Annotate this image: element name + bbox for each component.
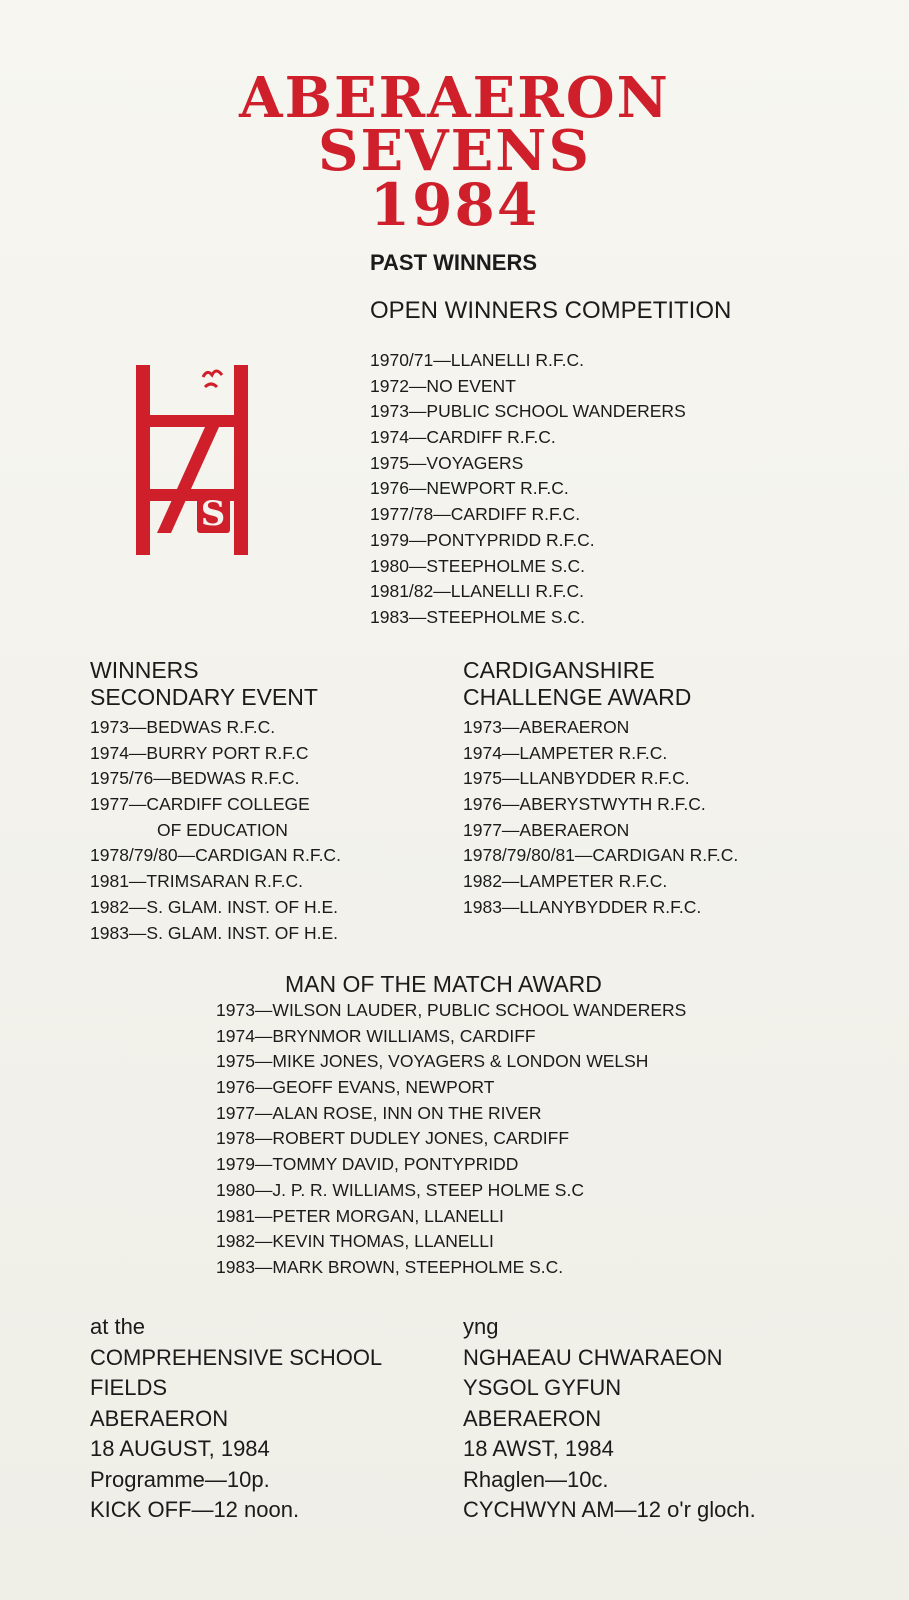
list-item: 1977/78—CARDIFF R.F.C. (370, 504, 581, 525)
secondary-event-list (90, 715, 341, 946)
open-winners-list (370, 348, 686, 631)
list-item: 1972—NO EVENT (370, 375, 516, 396)
secondary-heading-line-2: SECONDARY EVENT (90, 684, 318, 710)
event-date: 18 AWST, 1984 (463, 1436, 614, 1461)
event-details-english (90, 1312, 382, 1526)
list-item: 1976—ABERYSTWYTH R.F.C. (463, 794, 706, 815)
list-item: 1975/76—BEDWAS R.F.C. (90, 768, 300, 789)
list-item: 1981/82—LLANELLI R.F.C. (370, 581, 585, 602)
title-line-3: 1984 (369, 171, 540, 239)
secondary-heading-line-1: WINNERS (90, 657, 199, 683)
list-item: 1982—S. GLAM. INST. OF H.E. (90, 896, 338, 917)
list-item: 1983—STEEPHOLME S.C. (370, 606, 585, 627)
venue-line: NGHAEAU CHWARAEON (463, 1344, 723, 1370)
list-item: 1978/79/80/81—CARDIGAN R.F.C. (463, 845, 739, 866)
list-item: OF EDUCATION (157, 819, 288, 840)
kick-off-time: KICK OFF—12 noon. (90, 1497, 300, 1522)
list-item: 1982—KEVIN THOMAS, LLANELLI (216, 1231, 494, 1252)
list-item: 1981—TRIMSARAN R.F.C. (90, 871, 303, 892)
list-item: 1978/79/80—CARDIGAN R.F.C. (90, 845, 341, 866)
event-details-welsh (463, 1312, 756, 1526)
cardiganshire-heading-line-2: CHALLENGE AWARD (463, 684, 692, 710)
list-item: 1970/71—LLANELLI R.F.C. (370, 350, 585, 370)
list-item: 1983—S. GLAM. INST. OF H.E. (90, 922, 338, 943)
list-item: 1983—MARK BROWN, STEEPHOLME S.C. (216, 1256, 564, 1277)
list-item: 1977—ABERAERON (463, 819, 630, 840)
programme-price: Rhaglen—10c. (463, 1466, 609, 1492)
cardiganshire-heading-line-1: CARDIGANSHIRE (463, 657, 655, 683)
venue-line: YSGOL GYFUN (463, 1375, 622, 1400)
programme-price: Programme—10p. (90, 1466, 270, 1492)
list-item: 1980—STEEPHOLME S.C. (370, 555, 585, 576)
venue-town: ABERAERON (90, 1405, 229, 1431)
list-item: 1977—ALAN ROSE, INN ON THE RIVER (216, 1102, 542, 1123)
list-item: 1973—WILSON LAUDER, PUBLIC SCHOOL WANDERERS (216, 1000, 687, 1020)
list-item: 1976—NEWPORT R.F.C. (370, 478, 569, 499)
list-item: 1974—BURRY PORT R.F.C (90, 742, 309, 763)
title-line-2: SEVENS (318, 118, 591, 184)
kick-off-time: CYCHWYN AM—12 o'r gloch. (463, 1497, 756, 1522)
man-of-match-heading: MAN OF THE MATCH AWARD (285, 971, 602, 997)
venue-town: ABERAERON (463, 1405, 602, 1431)
list-item: 1973—PUBLIC SCHOOL WANDERERS (370, 401, 686, 422)
list-item: 1975—VOYAGERS (370, 452, 524, 473)
cardiganshire-award-heading (463, 657, 691, 711)
past-winners-heading: PAST WINNERS (370, 250, 538, 275)
list-item: 1975—LLANBYDDER R.F.C. (463, 768, 690, 789)
venue-line: COMPREHENSIVE SCHOOL (90, 1344, 383, 1370)
list-item: 1979—TOMMY DAVID, PONTYPRIDD (216, 1154, 519, 1175)
list-item: 1977—CARDIFF COLLEGE (90, 794, 310, 815)
venue-line: FIELDS (90, 1375, 168, 1400)
list-item: 1974—CARDIFF R.F.C. (370, 427, 556, 448)
title-line-1: ABERAERON (239, 65, 670, 131)
list-item: 1974—LAMPETER R.F.C. (463, 742, 668, 763)
venue-prefix: yng (463, 1314, 499, 1339)
list-item: 1978—ROBERT DUDLEY JONES, CARDIFF (216, 1128, 570, 1149)
list-item: 1982—LAMPETER R.F.C. (463, 871, 668, 892)
list-item: 1980—J. P. R. WILLIAMS, STEEP HOLME S.C (216, 1179, 584, 1200)
list-item: 1976—GEOFF EVANS, NEWPORT (216, 1077, 495, 1098)
sevens-logo-icon (133, 365, 253, 560)
venue-prefix: at the (90, 1314, 146, 1339)
open-competition-heading: OPEN WINNERS COMPETITION (370, 297, 732, 324)
list-item: 1973—BEDWAS R.F.C. (90, 717, 276, 737)
list-item: 1983—LLANYBYDDER R.F.C. (463, 896, 702, 917)
secondary-event-heading (90, 657, 318, 711)
man-of-match-list (216, 998, 686, 1281)
list-item: 1981—PETER MORGAN, LLANELLI (216, 1205, 504, 1226)
list-item: 1975—MIKE JONES, VOYAGERS & LONDON WELSH (216, 1051, 649, 1072)
cardiganshire-award-list (463, 715, 738, 921)
svg-text:S: S (200, 494, 226, 534)
list-item: 1973—ABERAERON (463, 717, 630, 737)
list-item: 1974—BRYNMOR WILLIAMS, CARDIFF (216, 1025, 536, 1046)
list-item: 1979—PONTYPRIDD R.F.C. (370, 529, 595, 550)
event-date: 18 AUGUST, 1984 (90, 1436, 270, 1461)
